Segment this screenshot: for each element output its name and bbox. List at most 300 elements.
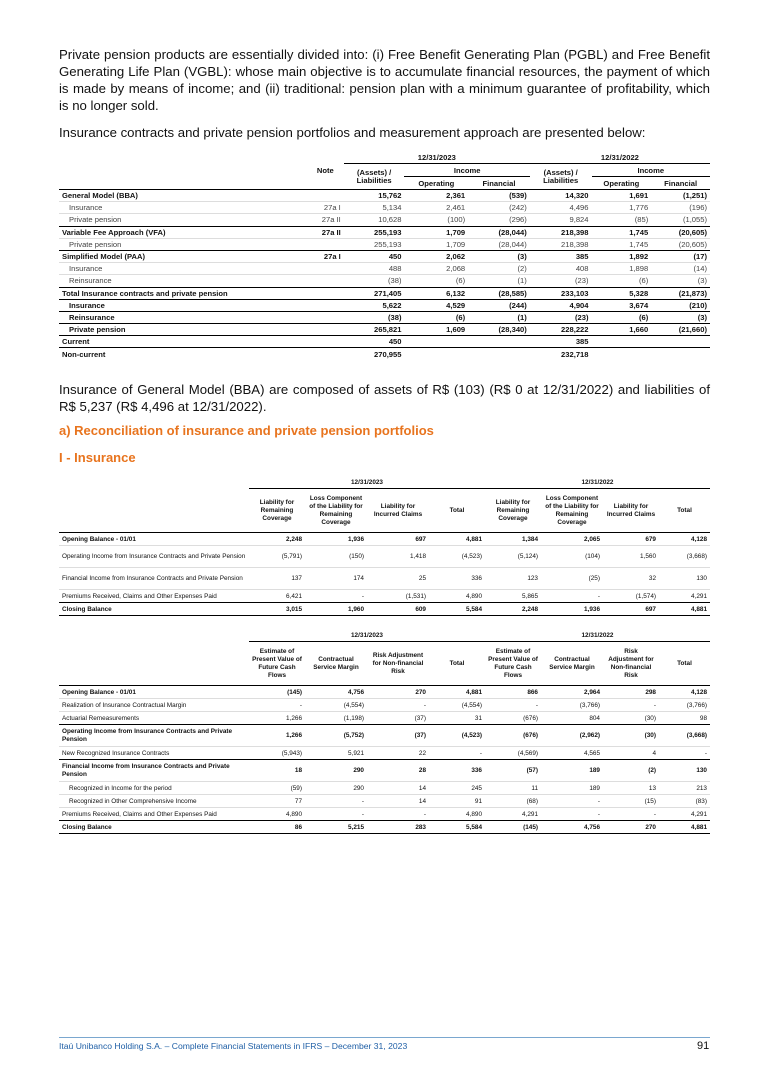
row-value: (3,668) bbox=[659, 546, 710, 568]
row-value: 1,418 bbox=[367, 546, 429, 568]
row-value bbox=[468, 336, 530, 348]
row-value: 232,718 bbox=[530, 348, 592, 360]
row-note bbox=[286, 348, 344, 360]
row-value: (14) bbox=[651, 263, 710, 275]
row-value: 1,266 bbox=[249, 712, 305, 725]
operating-header-2022: Operating bbox=[592, 177, 652, 190]
row-value: (28,585) bbox=[468, 287, 530, 299]
row-label: Financial Income from Insurance Contracts and Private Pension bbox=[59, 568, 249, 590]
portfolio-table bbox=[59, 151, 710, 360]
row-label: Premiums Received, Claims and Other Expenses Paid bbox=[59, 590, 249, 603]
row-value: - bbox=[367, 699, 429, 712]
t3-col-risk-adjustment-2022: Risk Adjustment for Non-financial Risk bbox=[603, 642, 659, 686]
row-value: 679 bbox=[603, 533, 659, 546]
row-value: 6,421 bbox=[249, 590, 305, 603]
row-value: (21,873) bbox=[651, 287, 710, 299]
row-value: (2) bbox=[468, 263, 530, 275]
row-value: 1,384 bbox=[485, 533, 541, 546]
table-row bbox=[59, 226, 710, 238]
t2-period-2022: 12/31/2022 bbox=[485, 476, 710, 489]
row-value: 3,015 bbox=[249, 603, 305, 616]
row-value: (676) bbox=[485, 725, 541, 747]
table-row bbox=[59, 275, 710, 287]
row-value: 1,709 bbox=[404, 238, 468, 250]
row-value: (15) bbox=[603, 795, 659, 808]
operating-header: Operating bbox=[404, 177, 468, 190]
row-note bbox=[286, 190, 344, 202]
t3-period-2023: 12/31/2023 bbox=[249, 629, 485, 642]
row-value: 450 bbox=[344, 250, 405, 262]
row-value: (25) bbox=[541, 568, 603, 590]
row-value: (1,531) bbox=[367, 590, 429, 603]
row-value: 5,134 bbox=[344, 202, 405, 214]
table-row bbox=[59, 533, 710, 546]
row-value: 609 bbox=[367, 603, 429, 616]
row-value: - bbox=[659, 747, 710, 760]
bba-paragraph: Insurance of General Model (BBA) are composed of assets of R$ (103) (R$ 0 at 12/31/2022) and liabilities of R$ 5,237 (R$ 4,496 at 12/31/2022). bbox=[59, 382, 710, 414]
table-row bbox=[59, 238, 710, 250]
row-value: (1,574) bbox=[603, 590, 659, 603]
row-value: - bbox=[249, 699, 305, 712]
row-value: 2,062 bbox=[404, 250, 468, 262]
row-value: 2,068 bbox=[404, 263, 468, 275]
row-value: - bbox=[485, 699, 541, 712]
row-value: 15,762 bbox=[344, 190, 405, 202]
row-value: 255,193 bbox=[344, 238, 405, 250]
row-value: 189 bbox=[541, 760, 603, 782]
row-value: 32 bbox=[603, 568, 659, 590]
table-row bbox=[59, 324, 710, 336]
t2-period-2023: 12/31/2023 bbox=[249, 476, 485, 489]
row-label: New Recognized Insurance Contracts bbox=[59, 747, 249, 760]
row-value: (676) bbox=[485, 712, 541, 725]
row-value: 336 bbox=[429, 760, 485, 782]
row-note: 27a II bbox=[286, 214, 344, 226]
table-row bbox=[59, 808, 710, 821]
row-value: (17) bbox=[651, 250, 710, 262]
row-value: 1,660 bbox=[592, 324, 652, 336]
table-row bbox=[59, 202, 710, 214]
row-value: 228,222 bbox=[530, 324, 592, 336]
row-value: 2,461 bbox=[404, 202, 468, 214]
row-note bbox=[286, 275, 344, 287]
t3-col-total-2022: Total bbox=[659, 642, 710, 686]
row-value: (20,605) bbox=[651, 226, 710, 238]
row-value: 5,622 bbox=[344, 299, 405, 311]
row-value: 245 bbox=[429, 782, 485, 795]
section-heading: a) Reconciliation of insurance and private pension portfolios bbox=[59, 423, 434, 438]
row-value: (4,523) bbox=[429, 725, 485, 747]
subsection-heading: I - Insurance bbox=[59, 450, 136, 465]
table-row bbox=[59, 725, 710, 747]
portfolio-intro: Insurance contracts and private pension portfolios and measurement approach are presented below: bbox=[59, 125, 646, 140]
row-value: 4,881 bbox=[659, 821, 710, 834]
insurance-reconciliation-table bbox=[59, 476, 710, 616]
row-value: (1) bbox=[468, 311, 530, 323]
row-value bbox=[404, 348, 468, 360]
income-header-2022: Income bbox=[592, 164, 711, 177]
row-value: (6) bbox=[592, 311, 652, 323]
row-value: 123 bbox=[485, 568, 541, 590]
row-value: 4,890 bbox=[429, 808, 485, 821]
period-header-2023: 12/31/2023 bbox=[344, 151, 530, 164]
row-value: 86 bbox=[249, 821, 305, 834]
row-value: 13 bbox=[603, 782, 659, 795]
t3-col-pv-cash-flows: Estimate of Present Value of Future Cash Flows bbox=[249, 642, 305, 686]
t2-col-total: Total bbox=[429, 489, 485, 533]
row-value: 2,361 bbox=[404, 190, 468, 202]
row-value: (28,340) bbox=[468, 324, 530, 336]
row-value: 1,266 bbox=[249, 725, 305, 747]
row-value: (1,055) bbox=[651, 214, 710, 226]
table-row bbox=[59, 603, 710, 616]
row-value: 2,964 bbox=[541, 686, 603, 699]
row-value: 130 bbox=[659, 760, 710, 782]
row-value bbox=[651, 348, 710, 360]
row-value: - bbox=[603, 808, 659, 821]
table-row bbox=[59, 214, 710, 226]
row-label: Insurance bbox=[59, 299, 286, 311]
table-row bbox=[59, 190, 710, 202]
table-row bbox=[59, 747, 710, 760]
row-value: 5,328 bbox=[592, 287, 652, 299]
row-value: (5,791) bbox=[249, 546, 305, 568]
row-value: 25 bbox=[367, 568, 429, 590]
row-value: (539) bbox=[468, 190, 530, 202]
row-value: 2,065 bbox=[541, 533, 603, 546]
row-value: (85) bbox=[592, 214, 652, 226]
row-value: 270 bbox=[603, 821, 659, 834]
row-value: 1,560 bbox=[603, 546, 659, 568]
note-header: Note bbox=[316, 165, 334, 175]
row-value: 189 bbox=[541, 782, 603, 795]
row-value: 218,398 bbox=[530, 226, 592, 238]
row-label: Reinsurance bbox=[59, 311, 286, 323]
row-value: 336 bbox=[429, 568, 485, 590]
table-row bbox=[59, 348, 710, 360]
t3-col-csm-2022: Contractual Service Margin bbox=[541, 642, 603, 686]
row-value: - bbox=[429, 747, 485, 760]
t2-col-total-2022: Total bbox=[659, 489, 710, 533]
row-note: 27a II bbox=[286, 226, 344, 238]
row-value: 233,103 bbox=[530, 287, 592, 299]
row-value: (68) bbox=[485, 795, 541, 808]
row-value: (145) bbox=[249, 686, 305, 699]
row-value: (83) bbox=[659, 795, 710, 808]
row-value: 18 bbox=[249, 760, 305, 782]
row-label: Non-current bbox=[59, 348, 286, 360]
row-label: Opening Balance - 01/01 bbox=[59, 686, 249, 699]
row-value: 1,936 bbox=[305, 533, 367, 546]
row-value: - bbox=[541, 795, 603, 808]
row-value: (38) bbox=[344, 275, 405, 287]
row-value: 271,405 bbox=[344, 287, 405, 299]
table-row bbox=[59, 686, 710, 699]
row-value: (30) bbox=[603, 725, 659, 747]
row-value: 270,955 bbox=[344, 348, 405, 360]
row-value: 31 bbox=[429, 712, 485, 725]
row-value: 137 bbox=[249, 568, 305, 590]
row-value: 804 bbox=[541, 712, 603, 725]
row-value: 14 bbox=[367, 782, 429, 795]
row-label: Insurance bbox=[59, 202, 286, 214]
row-value: 4,756 bbox=[541, 821, 603, 834]
row-value: (242) bbox=[468, 202, 530, 214]
row-value: 5,865 bbox=[485, 590, 541, 603]
table-row bbox=[59, 760, 710, 782]
row-label: Variable Fee Approach (VFA) bbox=[59, 226, 286, 238]
row-value: 218,398 bbox=[530, 238, 592, 250]
row-value: (100) bbox=[404, 214, 468, 226]
row-value: (150) bbox=[305, 546, 367, 568]
row-label: Actuarial Remeasurements bbox=[59, 712, 249, 725]
table-row bbox=[59, 795, 710, 808]
t3-col-pv-cash-flows-2022: Estimate of Present Value of Future Cash Flows bbox=[485, 642, 541, 686]
row-value: 14 bbox=[367, 795, 429, 808]
row-value: (59) bbox=[249, 782, 305, 795]
row-value: 6,132 bbox=[404, 287, 468, 299]
row-value: 450 bbox=[344, 336, 405, 348]
row-note: 27a I bbox=[286, 250, 344, 262]
row-value: (20,605) bbox=[651, 238, 710, 250]
row-value bbox=[468, 348, 530, 360]
row-value: 4,291 bbox=[485, 808, 541, 821]
row-value: 2,248 bbox=[485, 603, 541, 616]
table-row bbox=[59, 311, 710, 323]
row-value: 2,248 bbox=[249, 533, 305, 546]
table-row bbox=[59, 263, 710, 275]
row-label: Reinsurance bbox=[59, 275, 286, 287]
row-value: (2,962) bbox=[541, 725, 603, 747]
row-value: 11 bbox=[485, 782, 541, 795]
row-value: - bbox=[305, 795, 367, 808]
row-value: 4,881 bbox=[429, 686, 485, 699]
assets-liabilities-header-2022: (Assets) / Liabilities bbox=[530, 164, 592, 190]
t3-col-total: Total bbox=[429, 642, 485, 686]
row-label: Premiums Received, Claims and Other Expenses Paid bbox=[59, 808, 249, 821]
table-row bbox=[59, 712, 710, 725]
row-value: (3,766) bbox=[541, 699, 603, 712]
row-value: (1) bbox=[468, 275, 530, 287]
row-value: (23) bbox=[530, 275, 592, 287]
row-note bbox=[286, 324, 344, 336]
row-value: 98 bbox=[659, 712, 710, 725]
t3-col-risk-adjustment: Risk Adjustment for Non-financial Risk bbox=[367, 642, 429, 686]
row-note bbox=[286, 263, 344, 275]
row-value: (28,044) bbox=[468, 226, 530, 238]
table-row bbox=[59, 590, 710, 603]
row-note bbox=[286, 238, 344, 250]
row-value: 298 bbox=[603, 686, 659, 699]
row-note bbox=[286, 287, 344, 299]
row-label: Recognized in Income for the period bbox=[59, 782, 249, 795]
row-value: 290 bbox=[305, 782, 367, 795]
row-label: Private pension bbox=[59, 238, 286, 250]
row-value: 1,898 bbox=[592, 263, 652, 275]
row-value bbox=[404, 336, 468, 348]
row-value: (3) bbox=[651, 311, 710, 323]
table-row bbox=[59, 699, 710, 712]
row-value bbox=[592, 348, 652, 360]
row-value: 1,892 bbox=[592, 250, 652, 262]
footer-company: Itaú Unibanco Holding S.A. – Complete Financial Statements in IFRS – December 31, 2023 bbox=[59, 1041, 408, 1051]
row-value: 4,291 bbox=[659, 590, 710, 603]
row-value: 4,128 bbox=[659, 686, 710, 699]
table-row bbox=[59, 782, 710, 795]
row-value: 4,496 bbox=[530, 202, 592, 214]
row-note bbox=[286, 299, 344, 311]
row-note bbox=[286, 311, 344, 323]
row-value: 1,691 bbox=[592, 190, 652, 202]
row-value: 4 bbox=[603, 747, 659, 760]
row-label: Recognized in Other Comprehensive Income bbox=[59, 795, 249, 808]
row-value: 270 bbox=[367, 686, 429, 699]
row-value: 265,821 bbox=[344, 324, 405, 336]
row-value: (28,044) bbox=[468, 238, 530, 250]
row-label: Closing Balance bbox=[59, 821, 249, 834]
row-label: Simplified Model (PAA) bbox=[59, 250, 286, 262]
row-value: 22 bbox=[367, 747, 429, 760]
table-row bbox=[59, 250, 710, 262]
table-row bbox=[59, 287, 710, 299]
row-value: 408 bbox=[530, 263, 592, 275]
row-value: 4,756 bbox=[305, 686, 367, 699]
row-value: 5,584 bbox=[429, 821, 485, 834]
row-value: 4,291 bbox=[659, 808, 710, 821]
row-value: 488 bbox=[344, 263, 405, 275]
row-value: (37) bbox=[367, 725, 429, 747]
t2-col-lic: Liability for Incurred Claims bbox=[367, 489, 429, 533]
row-value: (37) bbox=[367, 712, 429, 725]
t2-col-loss-component: Loss Component of the Liability for Remaining Coverage bbox=[305, 489, 367, 533]
row-value: 385 bbox=[530, 250, 592, 262]
row-value: 1,745 bbox=[592, 238, 652, 250]
page-number: 91 bbox=[697, 1040, 710, 1052]
row-label: Total Insurance contracts and private pension bbox=[59, 287, 286, 299]
row-value: (30) bbox=[603, 712, 659, 725]
row-value: 10,628 bbox=[344, 214, 405, 226]
row-value: (4,523) bbox=[429, 546, 485, 568]
row-value: (21,660) bbox=[651, 324, 710, 336]
row-value: 1,709 bbox=[404, 226, 468, 238]
row-value: 130 bbox=[659, 568, 710, 590]
row-value bbox=[651, 336, 710, 348]
row-value: (6) bbox=[404, 275, 468, 287]
row-value: 4,565 bbox=[541, 747, 603, 760]
row-value: (5,752) bbox=[305, 725, 367, 747]
t2-col-loss-component-2022: Loss Component of the Liability for Remaining Coverage bbox=[541, 489, 603, 533]
t2-col-lrc: Liability for Remaining Coverage bbox=[249, 489, 305, 533]
row-value: 14,320 bbox=[530, 190, 592, 202]
row-value: 28 bbox=[367, 760, 429, 782]
row-value: 290 bbox=[305, 760, 367, 782]
row-value: 5,215 bbox=[305, 821, 367, 834]
row-value: 255,193 bbox=[344, 226, 405, 238]
row-note bbox=[286, 336, 344, 348]
row-value: 697 bbox=[603, 603, 659, 616]
row-note: 27a I bbox=[286, 202, 344, 214]
row-value: 697 bbox=[367, 533, 429, 546]
row-value: (1,251) bbox=[651, 190, 710, 202]
t3-period-2022: 12/31/2022 bbox=[485, 629, 710, 642]
table-row bbox=[59, 336, 710, 348]
row-value: 1,960 bbox=[305, 603, 367, 616]
row-value: (5,943) bbox=[249, 747, 305, 760]
row-value: 4,890 bbox=[429, 590, 485, 603]
insurance-measurement-table bbox=[59, 629, 710, 834]
row-value: (6) bbox=[592, 275, 652, 287]
row-value: (296) bbox=[468, 214, 530, 226]
row-label: Operating Income from Insurance Contracts and Private Pension bbox=[59, 725, 249, 747]
row-value: (2) bbox=[603, 760, 659, 782]
row-value: - bbox=[541, 590, 603, 603]
row-label: Financial Income from Insurance Contracts and Private Pension bbox=[59, 760, 249, 782]
row-value: (4,569) bbox=[485, 747, 541, 760]
row-value: (3,668) bbox=[659, 725, 710, 747]
t3-col-csm: Contractual Service Margin bbox=[305, 642, 367, 686]
table-row bbox=[59, 299, 710, 311]
row-label: Current bbox=[59, 336, 286, 348]
row-value: (6) bbox=[404, 311, 468, 323]
row-value: (196) bbox=[651, 202, 710, 214]
row-value: 866 bbox=[485, 686, 541, 699]
table-row bbox=[59, 568, 710, 590]
row-value: 5,921 bbox=[305, 747, 367, 760]
row-label: Realization of Insurance Contractual Margin bbox=[59, 699, 249, 712]
row-label: Closing Balance bbox=[59, 603, 249, 616]
row-value: 4,128 bbox=[659, 533, 710, 546]
row-value: 283 bbox=[367, 821, 429, 834]
row-value: (104) bbox=[541, 546, 603, 568]
row-value: 4,529 bbox=[404, 299, 468, 311]
row-value: (23) bbox=[530, 311, 592, 323]
table-row bbox=[59, 546, 710, 568]
income-header: Income bbox=[404, 164, 529, 177]
row-value: - bbox=[367, 808, 429, 821]
row-value: (3,766) bbox=[659, 699, 710, 712]
row-value: (244) bbox=[468, 299, 530, 311]
row-value: - bbox=[305, 808, 367, 821]
intro-paragraph: Private pension products are essentially divided into: (i) Free Benefit Generating Plan (PGBL) and Free Benefit Generating Life Plan (VGBL): whose main objective is to accumulate financial resources, the payment of which is made by means of income; and (ii) traditional: pension plan with a minimum guarantee of profitability, which is no longer sold. bbox=[59, 47, 710, 113]
row-value: (4,554) bbox=[305, 699, 367, 712]
row-label: General Model (BBA) bbox=[59, 190, 286, 202]
t2-col-lrc-2022: Liability for Remaining Coverage bbox=[485, 489, 541, 533]
assets-liabilities-header: (Assets) / Liabilities bbox=[344, 164, 405, 190]
row-value: (57) bbox=[485, 760, 541, 782]
row-value: (38) bbox=[344, 311, 405, 323]
row-value: 4,881 bbox=[659, 603, 710, 616]
row-value: 5,584 bbox=[429, 603, 485, 616]
financial-header-2022: Financial bbox=[651, 177, 710, 190]
row-value: 4,904 bbox=[530, 299, 592, 311]
row-value: - bbox=[305, 590, 367, 603]
row-value: 4,890 bbox=[249, 808, 305, 821]
row-value: 1,745 bbox=[592, 226, 652, 238]
row-value: (145) bbox=[485, 821, 541, 834]
footer-divider bbox=[59, 1037, 710, 1038]
row-value: 1,609 bbox=[404, 324, 468, 336]
row-value: 1,936 bbox=[541, 603, 603, 616]
period-header-2022: 12/31/2022 bbox=[530, 151, 710, 164]
row-value: 4,881 bbox=[429, 533, 485, 546]
row-value: (4,554) bbox=[429, 699, 485, 712]
row-label: Private pension bbox=[59, 324, 286, 336]
row-label: Opening Balance - 01/01 bbox=[59, 533, 249, 546]
row-value: (5,124) bbox=[485, 546, 541, 568]
row-value: 3,674 bbox=[592, 299, 652, 311]
row-value: (1,198) bbox=[305, 712, 367, 725]
row-value: 385 bbox=[530, 336, 592, 348]
